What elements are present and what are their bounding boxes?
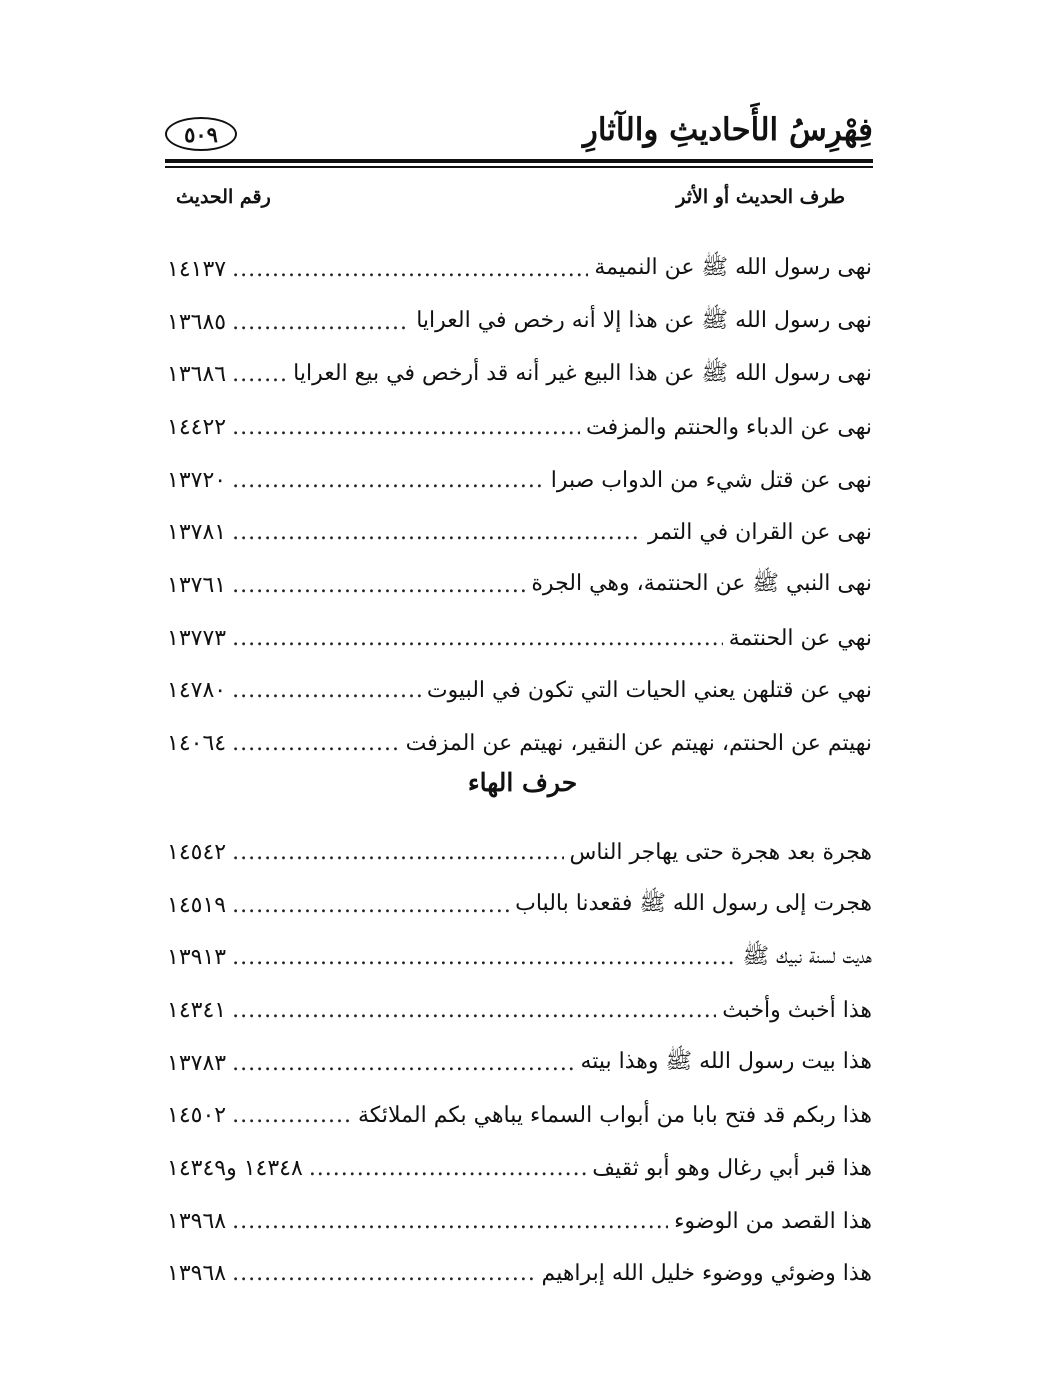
index-entry xyxy=(167,984,872,1037)
index-entry xyxy=(167,826,872,879)
index-entry xyxy=(167,1248,872,1301)
leader-dots xyxy=(232,731,400,756)
entry-number: ١٤٣٤١ xyxy=(167,997,227,1023)
index-entry xyxy=(167,717,872,770)
index-entry xyxy=(167,454,872,507)
leader-dots xyxy=(232,893,509,918)
index-entry xyxy=(167,1142,872,1195)
entry-text: نهى رسول الله ﷺ عن هذا إلا أنه رخص في العرايا xyxy=(416,308,872,334)
leader-dots xyxy=(232,415,580,440)
running-header-title: فِهْرِسُ الأَحاديثِ والآثارِ xyxy=(582,112,873,148)
leader-dots xyxy=(232,362,287,387)
header-rule-thin xyxy=(165,166,873,168)
entry-text: نهى رسول الله ﷺ عن النميمة xyxy=(594,255,872,281)
entry-text: نهى رسول الله ﷺ عن هذا البيع غير أنه قد أرخص في بيع العرايا xyxy=(293,360,872,386)
entry-number: ١٣٩١٣ xyxy=(167,945,227,971)
entry-text: هذا وضوئي ووضوء خليل الله إبراهيم xyxy=(541,1261,872,1287)
section-heading: حرف الهاء xyxy=(467,768,578,797)
index-entry xyxy=(167,401,872,454)
leader-dots xyxy=(232,998,716,1023)
index-entry xyxy=(167,243,872,296)
entry-number: ١٣٧٢٠ xyxy=(167,467,227,493)
entry-number: ١٤٣٤٨ و١٤٣٤٩ xyxy=(167,1155,303,1181)
entry-number: ١٣٧٨٣ xyxy=(167,1050,227,1076)
entry-number: ١٣٦٨٥ xyxy=(167,309,227,335)
entry-number: ١٤٥١٩ xyxy=(167,892,227,918)
index-entry xyxy=(167,1195,872,1248)
entry-number: ١٣٦٨٦ xyxy=(167,362,227,388)
index-entry xyxy=(167,559,872,612)
entry-text: نهي عن قتلهن يعني الحيات التي تكون في البيوت xyxy=(426,678,872,704)
header-rule-thick xyxy=(165,159,873,163)
entry-number: ١٣٩٦٨ xyxy=(167,1261,227,1287)
entry-text: هجرة بعد هجرة حتى يهاجر الناس xyxy=(569,839,872,865)
entry-text: هذا ربكم قد فتح بابا من أبواب السماء يباهي بكم الملائكة xyxy=(357,1103,872,1129)
entry-text: نهى عن القران في التمر xyxy=(648,520,872,546)
entry-number: ١٤٤٢٢ xyxy=(167,414,227,440)
entry-text: هذا أخبث وأخبث xyxy=(722,997,872,1023)
entry-text: نهيتم عن الحنتم، نهيتم عن النقير، نهيتم عن المزفت xyxy=(405,731,872,757)
leader-dots xyxy=(232,1261,535,1286)
entry-text: نهى عن قتل شيء من الدواب صبرا xyxy=(550,467,872,493)
index-entry xyxy=(167,348,872,401)
index-entry xyxy=(167,665,872,718)
page-number: ٥٠٩ xyxy=(165,117,237,151)
index-entry xyxy=(167,1089,872,1142)
entry-text: هجرت إلى رسول الله ﷺ فقعدنا بالباب xyxy=(515,891,872,917)
leader-dots xyxy=(232,626,723,651)
entry-number: ١٣٧٨١ xyxy=(167,520,227,546)
entry-list-section-one xyxy=(167,243,872,770)
entry-number: ١٤٠٦٤ xyxy=(167,731,227,757)
leader-dots xyxy=(232,678,421,703)
index-entry xyxy=(167,879,872,932)
leader-dots xyxy=(232,520,642,545)
entry-text: نهى النبي ﷺ عن الحنتمة، وهي الجرة xyxy=(531,571,872,597)
index-entry xyxy=(167,1037,872,1090)
index-entry xyxy=(167,612,872,665)
entry-number: ١٣٧٧٣ xyxy=(167,625,227,651)
entry-text: نهى عن الدباء والحنتم والمزفت xyxy=(586,414,872,440)
entry-text: هديت لسنة نبيك ﷺ xyxy=(742,943,872,969)
leader-dots xyxy=(232,310,410,335)
entry-list-section-two xyxy=(167,826,872,1300)
entry-number: ١٤١٣٧ xyxy=(167,256,227,282)
leader-dots xyxy=(232,1051,574,1076)
leader-dots xyxy=(232,468,545,493)
entry-text: هذا بيت رسول الله ﷺ وهذا بيته xyxy=(580,1049,872,1075)
index-entry xyxy=(167,931,872,984)
leader-dots xyxy=(232,257,588,282)
leader-dots xyxy=(232,1209,668,1234)
entry-text: هذا القصد من الوضوء xyxy=(674,1208,872,1234)
leader-dots xyxy=(232,840,563,865)
entry-number: ١٤٧٨٠ xyxy=(167,678,227,704)
index-entry xyxy=(167,506,872,559)
entry-number: ١٣٧٦١ xyxy=(167,572,227,598)
entry-text: هذا قبر أبي رغال وهو أبو ثقيف xyxy=(592,1155,872,1181)
index-entry xyxy=(167,296,872,349)
column-heading-hadith-number: رقم الحديث xyxy=(176,186,271,208)
column-heading-hadith-text: طرف الحديث أو الأثر xyxy=(676,186,845,208)
leader-dots xyxy=(232,945,736,970)
entry-number: ١٤٥٤٢ xyxy=(167,839,227,865)
entry-number: ١٤٥٠٢ xyxy=(167,1103,227,1129)
leader-dots xyxy=(232,573,525,598)
leader-dots xyxy=(232,1103,352,1128)
entry-number: ١٣٩٦٨ xyxy=(167,1208,227,1234)
leader-dots xyxy=(309,1156,586,1181)
entry-text: نهي عن الحنتمة xyxy=(728,625,872,651)
